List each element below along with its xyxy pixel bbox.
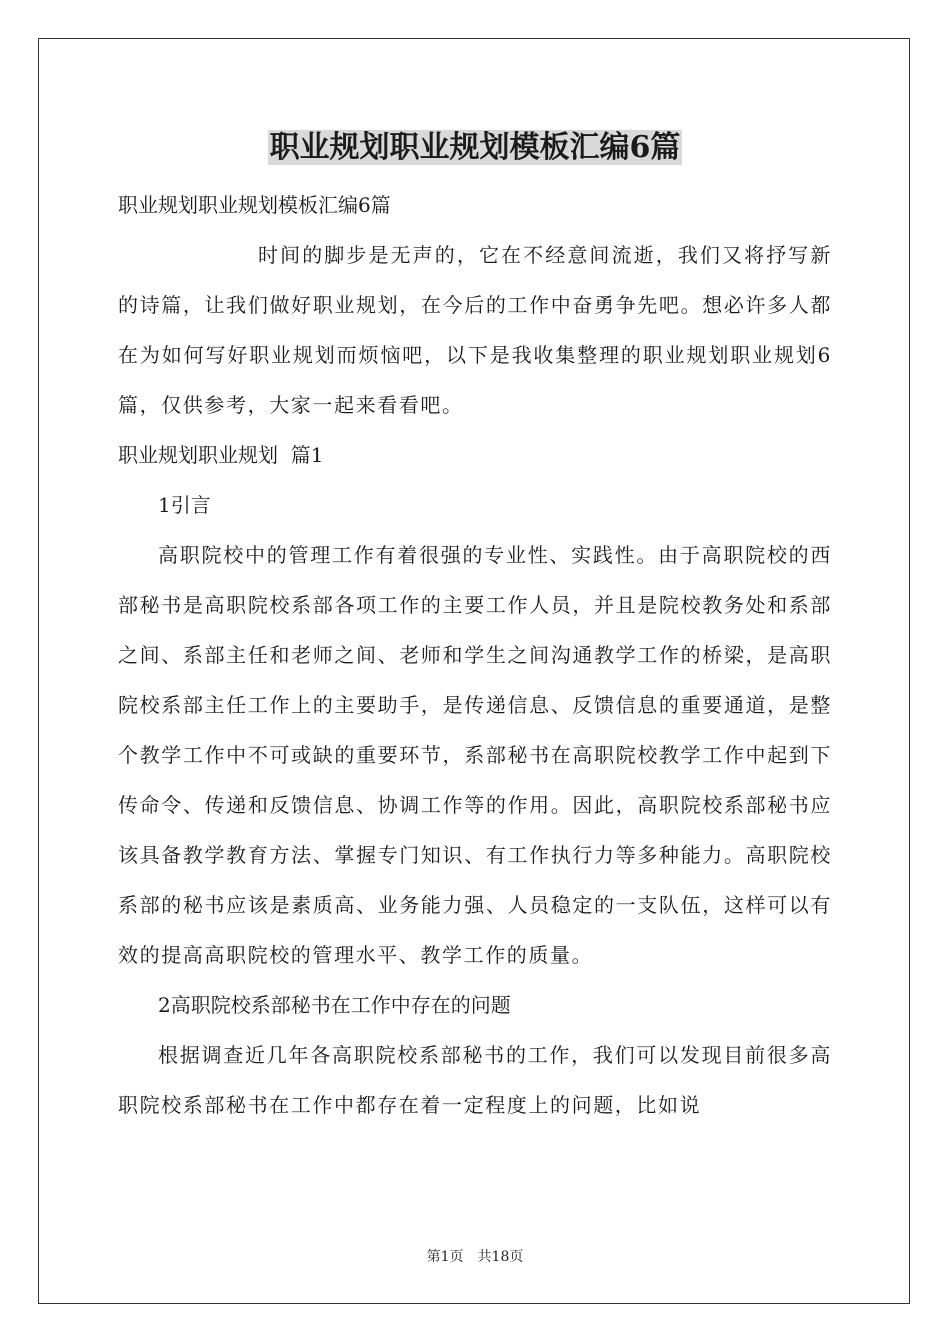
document-title-text: 职业规划职业规划模板汇编6篇 <box>269 130 681 165</box>
body-paragraph-2: 根据调查近几年各高职院校系部秘书的工作，我们可以发现目前很多高职院校系部秘书在工作中都存在着一定程度上的问题，比如说 <box>118 1043 832 1117</box>
intro-paragraph: 时间的脚步是无声的，它在不经意间流逝，我们又将抒写新的诗篇，让我们做好职业规划，在今后的工作中奋勇争先吧。想必许多人都在为如何写好职业规划而烦恼吧，以下是我收集整理的职业规划职业规划6篇，仅供参考，大家一起来看看吧。 <box>118 243 832 417</box>
page-footer: 第1页 共18页 <box>426 1249 524 1265</box>
section-heading: 职业规划职业规划 篇1 <box>118 443 324 467</box>
subsection-heading-1: 1引言 <box>158 493 211 517</box>
document-body <box>118 120 832 1130</box>
subsection-heading-2: 2高职院校系部秘书在工作中存在的问题 <box>158 993 511 1017</box>
document-title <box>118 120 832 176</box>
body-paragraph-1: 高职院校中的管理工作有着很强的专业性、实践性。由于高职院校的西部秘书是高职院校系部各项工作的主要工作人员，并且是院校教务处和系部之间、系部主任和老师之间、老师和学生之间沟通教学工作的桥梁，是高职院校系部主任工作上的主要助手，是传递信息、反馈信息的重要通道，是整个教学工作中不可或缺的重要环节，系部秘书在高职院校教学工作中起到下传命令、传递和反馈信息、协调工作等的作用。因此，高职院校系部秘书应该具备教学教育方法、掌握专门知识、有工作执行力等多种能力。高职院校系部的秘书应该是素质高、业务能力强、人员稳定的一支队伍，这样可以有效的提高高职院校的管理水平、教学工作的质量。 <box>118 543 832 967</box>
document-subtitle: 职业规划职业规划模板汇编6篇 <box>118 193 391 217</box>
